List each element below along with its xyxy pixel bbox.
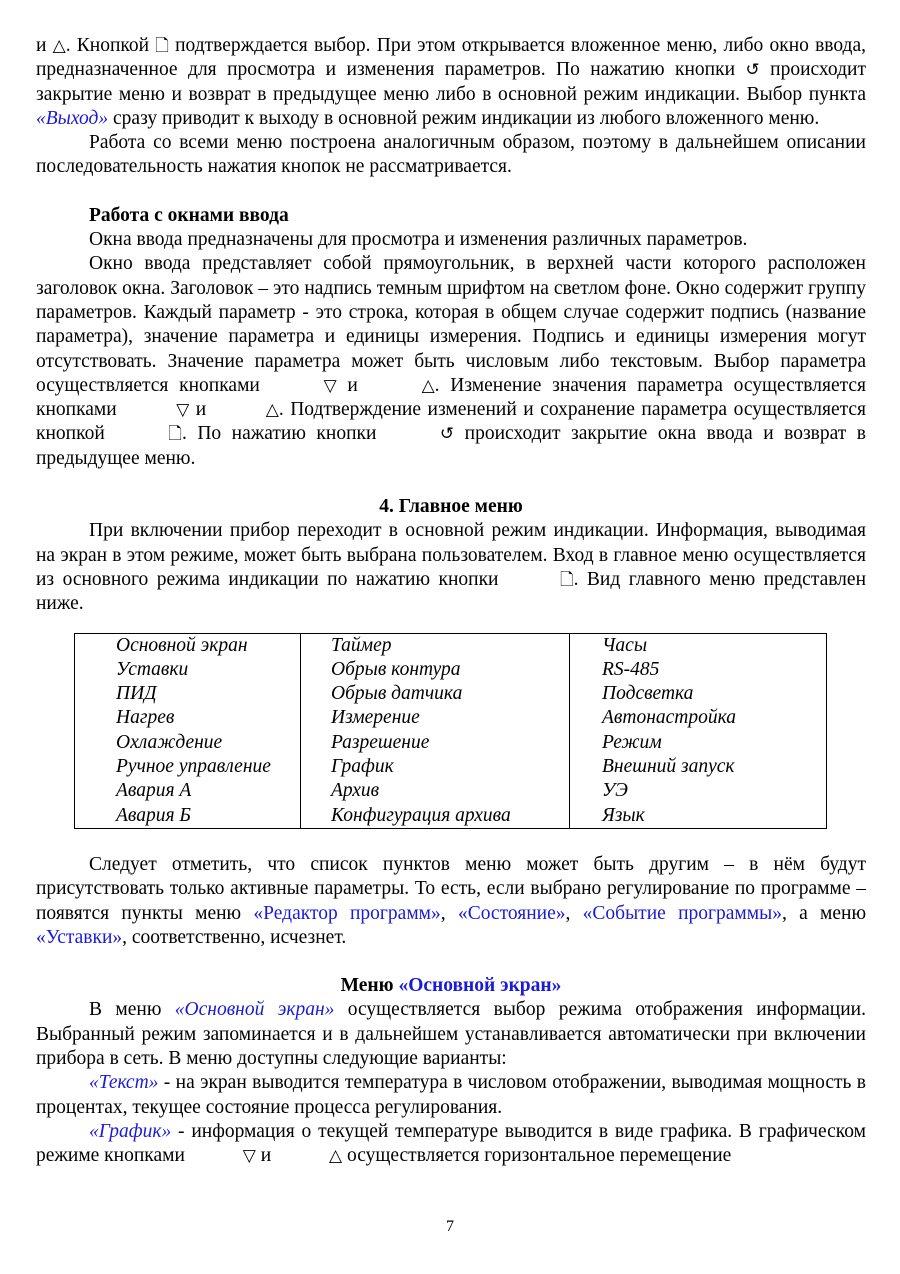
document-page bbox=[36, 34, 866, 1168]
down-button-icon: ▽ bbox=[323, 375, 337, 396]
up-button-icon: △ bbox=[329, 1146, 343, 1167]
page-number: 7 bbox=[446, 1218, 454, 1235]
text-run: Меню bbox=[340, 975, 399, 997]
menu-item: Конфигурация архива bbox=[301, 804, 570, 829]
exit-menu-link: «Выход» bbox=[36, 107, 109, 129]
menu-item: Обрыв датчика bbox=[301, 682, 570, 706]
main-screen-heading bbox=[36, 974, 866, 998]
back-button-icon: ↺ bbox=[745, 60, 760, 81]
table-row bbox=[75, 804, 827, 829]
menu-item: Разрешение bbox=[301, 731, 570, 755]
text-run: происходит закрытие меню и возврат в предыдущее меню либо в основной режим индикации. Выбор пункта bbox=[36, 59, 866, 105]
menu-item: ПИД bbox=[75, 682, 301, 706]
text-run: . По нажатию кнопки bbox=[181, 423, 387, 445]
enter-button-icon: 🗋 bbox=[155, 36, 169, 56]
text-run: При включении прибор переходит в основной режим индикации. Информация, выводимая на экран в этом режиме, может быть выбрана пользователем. Вход в главное меню осуществляется из основного режима индикации по нажатию кнопки bbox=[36, 520, 866, 590]
main-menu-table bbox=[74, 633, 827, 829]
text-run: - на экран выводится температура в числовом отображении, выводимая мощность в процентах, текущее состояние процесса регулирования. bbox=[36, 1072, 866, 1118]
text-run: , а меню bbox=[781, 902, 867, 924]
text-run: и bbox=[36, 35, 53, 56]
input-windows-heading: Работа с окнами ввода bbox=[89, 204, 289, 226]
text-run: , bbox=[565, 902, 583, 924]
menu-item: Внешний запуск bbox=[570, 755, 827, 779]
text-run: осуществляется выбор режима отображения информации. Выбранный режим запоминается и в дальнейшем устанавливается автоматически при включении прибора в сеть. В меню доступны следующие варианты: bbox=[36, 999, 866, 1069]
table-row bbox=[75, 755, 827, 779]
main-screen-heading-link: «Основной экран» bbox=[398, 975, 562, 997]
menu-item: График bbox=[301, 755, 570, 779]
down-button-icon: ▽ bbox=[242, 1146, 256, 1167]
text-run: Окно ввода представляет собой прямоугольник, в верхней части которого расположен заголовок окна. Заголовок – это надпись темным шрифтом на светлом фоне. Окно содержит группу параметров. Каждый параметр - это строка, которая в общем случае содержит подпись (название параметра), значение параметра и единицы измерения. Подпись и единицы измерения могут отсутствовать. Значение параметра может быть числовым либо текстовым. Выбор параметра осуществляется кнопками bbox=[36, 253, 866, 396]
paragraph-buttons-intro bbox=[36, 34, 866, 131]
menu-item: Подсветка bbox=[570, 682, 827, 706]
menu-item: RS-485 bbox=[570, 658, 827, 682]
spacer bbox=[36, 950, 866, 974]
text-run: , соответственно, исчезнет. bbox=[122, 926, 347, 948]
menu-item: Нагрев bbox=[75, 706, 301, 730]
text-run: подтверждается выбор. При этом открывается вложенное меню, либо окно ввода, предназначенное для просмотра и изменения параметров. По нажатию кнопки bbox=[36, 35, 866, 81]
menu-item: Часы bbox=[570, 633, 827, 658]
menu-item: Язык bbox=[570, 804, 827, 829]
program-editor-link: «Редактор программ» bbox=[253, 902, 441, 924]
main-menu-table-body bbox=[75, 633, 827, 828]
table-row bbox=[75, 658, 827, 682]
up-button-icon: △ bbox=[52, 36, 66, 56]
menu-item: Измерение bbox=[301, 706, 570, 730]
main-menu-intro bbox=[36, 519, 866, 616]
menu-item: Уставки bbox=[75, 658, 301, 682]
spacer bbox=[36, 829, 866, 853]
state-link: «Состояние» bbox=[457, 902, 566, 924]
text-run: . Изменение значения параметра осуществляется кнопками bbox=[36, 374, 866, 421]
menu-item: Авария Б bbox=[75, 804, 301, 829]
main-menu-heading: 4. Главное меню bbox=[379, 496, 523, 518]
paragraph-menu-similarity: Работа со всеми меню построена аналогичным образом, поэтому в дальнейшем описании последовательность нажатия кнопок не рассматривается. bbox=[36, 132, 866, 178]
text-run: - информация о текущей температуре выводится в виде графика. В графическом режиме кнопками bbox=[36, 1120, 866, 1167]
table-row bbox=[75, 706, 827, 730]
graph-mode-link: «График» bbox=[89, 1120, 172, 1142]
text-run: В меню bbox=[89, 999, 175, 1021]
up-button-icon: △ bbox=[265, 400, 279, 421]
menu-item: Автонастройка bbox=[570, 706, 827, 730]
text-run: и bbox=[336, 374, 369, 396]
enter-button-icon: 🗋 bbox=[168, 424, 182, 445]
text-run: . Кнопкой bbox=[65, 35, 156, 56]
up-button-icon: △ bbox=[421, 375, 435, 396]
text-run: Следует отметить, что список пунктов меню может быть другим – в нём будут присутствовать только активные параметры. То есть, если выбрано регулирование по программе – появятся пункты меню bbox=[36, 853, 866, 924]
main-screen-link: «Основной экран» bbox=[174, 999, 335, 1021]
menu-item: Архив bbox=[301, 779, 570, 803]
graph-mode-description bbox=[36, 1120, 866, 1169]
table-row bbox=[75, 633, 827, 658]
text-mode-link: «Текст» bbox=[89, 1072, 159, 1094]
menu-item: Режим bbox=[570, 731, 827, 755]
text-mode-description bbox=[36, 1071, 866, 1120]
table-row bbox=[75, 779, 827, 803]
input-windows-intro: Окна ввода предназначены для просмотра и изменения различных параметров. bbox=[89, 229, 748, 251]
text-run: , bbox=[440, 902, 458, 924]
enter-button-icon: 🗋 bbox=[559, 569, 574, 590]
table-row bbox=[75, 682, 827, 706]
text-run: и bbox=[189, 399, 213, 421]
menu-item: Основной экран bbox=[75, 633, 301, 658]
text-run: происходит закрытие окна ввода и возврат в предыдущее меню. bbox=[36, 423, 866, 469]
spacer bbox=[36, 471, 866, 495]
down-button-icon: ▽ bbox=[176, 400, 190, 421]
main-screen-intro bbox=[36, 998, 866, 1071]
text-run: осуществляется горизонтальное перемещение bbox=[342, 1145, 732, 1167]
spacer bbox=[36, 180, 866, 204]
menu-item: Охлаждение bbox=[75, 731, 301, 755]
menu-item: УЭ bbox=[570, 779, 827, 803]
text-run: и bbox=[255, 1145, 277, 1167]
menu-item: Ручное управление bbox=[75, 755, 301, 779]
setpoints-link: «Уставки» bbox=[36, 926, 123, 948]
menu-item: Таймер bbox=[301, 633, 570, 658]
table-row bbox=[75, 731, 827, 755]
input-windows-description bbox=[36, 252, 866, 471]
menu-variation-note bbox=[36, 853, 866, 950]
back-button-icon: ↺ bbox=[439, 424, 455, 445]
menu-item: Обрыв контура bbox=[301, 658, 570, 682]
menu-item: Авария А bbox=[75, 779, 301, 803]
program-event-link: «Событие программы» bbox=[582, 902, 782, 924]
text-run: сразу приводит к выходу в основной режим индикации из любого вложенного меню. bbox=[108, 107, 820, 129]
text-run: . Вид главного меню представлен ниже. bbox=[36, 568, 867, 615]
text-run: . Подтверждение изменений и сохранение параметра осуществляется кнопкой bbox=[36, 399, 866, 445]
